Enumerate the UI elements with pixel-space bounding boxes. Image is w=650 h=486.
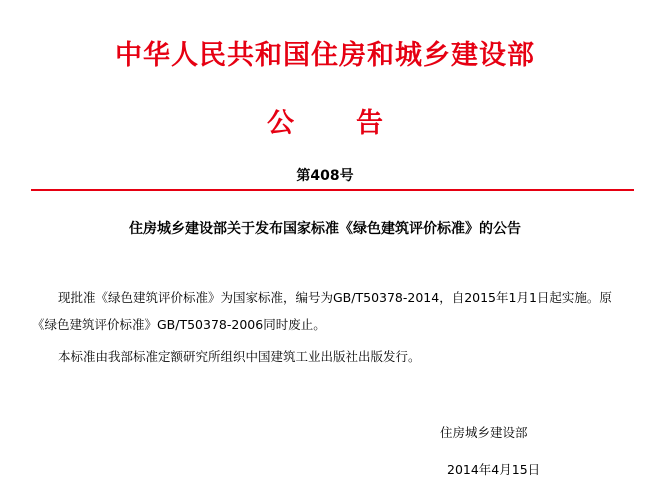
red-divider-line [31, 189, 634, 191]
body-paragraph-approval: 现批准《绿色建筑评价标准》为国家标准，编号为GB/T50378-2014，自2015年1月1日起实施。原《绿色建筑评价标准》GB/T50378-2006同时废止。 [32, 290, 612, 332]
notice-body [32, 284, 636, 375]
issuing-agency-header: 中华人民共和国住房和城乡建设部 [115, 40, 535, 71]
issue-date: 2014年4月15日 [447, 462, 541, 477]
body-paragraph-publisher: 本标准由我部标准定额研究所组织中国建筑工业出版社出版发行。 [58, 349, 421, 364]
document-number: 第408号 [296, 168, 354, 184]
signing-authority: 住房城乡建设部 [440, 425, 528, 440]
document-type-heading: 公告 [267, 108, 445, 139]
notice-title: 住房城乡建设部关于发布国家标准《绿色建筑评价标准》的公告 [129, 221, 521, 237]
